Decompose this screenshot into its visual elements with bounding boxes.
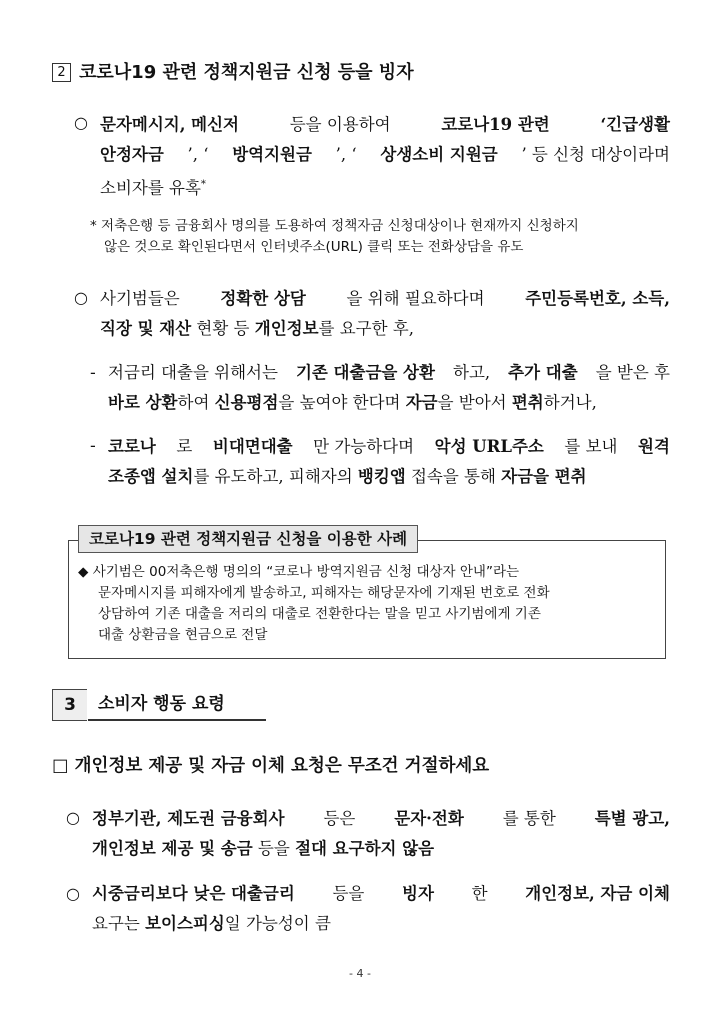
bold-text: 자금을 편취	[501, 467, 587, 486]
paragraph-line	[92, 804, 670, 834]
text: 소비자를 유혹	[100, 178, 201, 198]
bold-text: 상생소비 지원금	[380, 145, 498, 164]
text: 저금리 대출을 위해서는	[108, 363, 278, 382]
text: 를 유도하고, 피해자의	[193, 467, 358, 486]
text: ’, ‘	[187, 145, 209, 164]
paragraph-line	[108, 358, 670, 388]
bold-text: 기존 대출금을 상환	[295, 363, 435, 382]
bold-text: 코로나	[108, 437, 156, 456]
text: 하여	[177, 393, 215, 412]
section-number-box: 2	[52, 63, 71, 82]
text: 개인정보 제공 및 자금 이체 요청은 무조건 거절하세요	[74, 756, 490, 776]
text: 등을 이용하여	[289, 115, 391, 134]
paragraph-line	[100, 314, 670, 344]
bold-text: 절대 요구하지 않음	[295, 839, 435, 858]
bold-text: 문자메시지, 메신저	[100, 115, 240, 134]
text: 않은 것으로 확인된다면서 인터넷주소(URL) 클릭 또는 전화상담을 유도	[104, 239, 524, 255]
paragraph-line	[92, 909, 670, 939]
text: 만 가능하다며	[313, 437, 415, 456]
dash-item-1	[108, 358, 670, 418]
case-body	[78, 562, 658, 646]
bold-text: 빙자	[402, 884, 434, 903]
dash-bullet: -	[90, 363, 96, 382]
paragraph-line	[108, 462, 670, 492]
text: 을 위해 필요하다며	[346, 289, 485, 308]
bold-text: 개인정보 제공 및 송금	[92, 839, 253, 858]
text: 사기범은 00저축은행 명의의 “코로나 방역지원금 신청 대상자 안내”라는	[92, 564, 520, 580]
page-number: - 4 -	[349, 967, 371, 980]
circle-bullet: ○	[66, 808, 80, 827]
bold-text: 개인정보	[254, 319, 319, 338]
case-line: 상담하여 기존 대출을 저리의 대출로 전환한다는 말을 믿고 사기범에게 기존	[98, 606, 541, 622]
bold-text: 시중금리보다 낮은 대출금리	[92, 884, 295, 903]
bold-text: 정부기관, 제도권 금융회사	[92, 809, 285, 828]
section-title: 코로나19 관련 정책지원금 신청 등을 빙자	[79, 62, 414, 83]
footnote-star: *	[90, 218, 97, 234]
paragraph-line	[108, 388, 670, 418]
case-title: 코로나19 관련 정책지원금 신청을 이용한 사례	[78, 525, 418, 553]
footnote	[90, 216, 670, 258]
text: 한	[471, 884, 488, 903]
action-heading	[52, 752, 489, 777]
bold-text: ‘긴급생활	[600, 115, 670, 134]
text: 현황 등	[191, 319, 255, 338]
case-line: 문자메시지를 피해자에게 발송하고, 피해자는 해당문자에 기재된 번호로 전화	[98, 585, 550, 601]
paragraph-4	[92, 879, 670, 939]
bold-text: 개인정보, 자금 이체	[525, 884, 670, 903]
section-title: 소비자 행동 요령	[98, 694, 225, 714]
text: 등은	[323, 809, 356, 828]
paragraph-line	[100, 110, 670, 140]
text: ’ 등 신청 대상이라며	[521, 145, 670, 164]
dash-item-2	[108, 432, 670, 492]
circle-bullet: ○	[66, 884, 80, 903]
case-line	[78, 562, 658, 583]
bold-text: 편취	[511, 393, 544, 412]
text: 을 받아서	[437, 393, 512, 412]
circle-bullet: ○	[74, 113, 88, 132]
text: 를 보내	[564, 437, 618, 456]
text: 등을	[332, 884, 365, 903]
paragraph-1	[100, 110, 670, 204]
bold-text: 방역지원금	[232, 145, 312, 164]
bold-text: 신용평점	[214, 393, 279, 412]
bold-text: 바로 상환	[108, 393, 178, 412]
bold-text: 자금	[405, 393, 438, 412]
text: 하거나,	[543, 393, 597, 412]
paragraph-line	[100, 140, 670, 170]
case-line: 대출 상환금을 현금으로 전달	[98, 627, 268, 643]
bold-text: 안정자금	[100, 145, 164, 164]
paragraph-line	[108, 432, 670, 462]
section-number-box: 3	[52, 689, 87, 721]
text: 접속을 통해	[405, 467, 502, 486]
text: 요구는	[92, 914, 146, 933]
paragraph-line	[100, 170, 670, 204]
text: 저축은행 등 금융회사 명의를 도용하여 정책자금 신청대상이나 현재까지 신청하지	[101, 218, 579, 234]
bold-text: 뱅킹앱	[357, 467, 406, 486]
text: 을 높여야 한다며	[278, 393, 406, 412]
text: 사기범들은	[100, 289, 180, 308]
bold-text: 문자·전화	[394, 809, 464, 828]
footnote-mark: *	[200, 179, 206, 190]
bold-text: 직장 및 재산	[100, 319, 192, 338]
bold-text: 악성 URL주소	[434, 437, 544, 456]
paragraph-line	[92, 879, 670, 909]
text: 하고,	[453, 363, 491, 382]
text: 일 가능성이 큼	[224, 914, 331, 933]
text: 로	[176, 437, 193, 456]
text: 등을	[252, 839, 296, 858]
text: 를 통한	[502, 809, 556, 828]
paragraph-3	[92, 804, 670, 864]
footnote-line	[90, 237, 670, 258]
dash-bullet: -	[90, 436, 96, 455]
footnote-line	[90, 216, 670, 237]
circle-bullet: ○	[74, 288, 88, 307]
bold-text: 특별 광고,	[594, 809, 670, 828]
bold-text: 조종앱 설치	[108, 467, 194, 486]
bold-text: 보이스피싱	[145, 914, 225, 933]
paragraph-line	[92, 834, 670, 864]
diamond-icon: ◆	[78, 564, 89, 580]
underline-divider	[88, 719, 266, 721]
bold-text: 비대면대출	[212, 437, 293, 456]
bold-text: 원격	[638, 437, 670, 456]
paragraph-line	[100, 284, 670, 314]
paragraph-2	[100, 284, 670, 344]
bold-text: 코로나19 관련	[441, 115, 550, 134]
text: ’, ‘	[335, 145, 357, 164]
text: 를 요구한 후,	[318, 319, 414, 338]
text: 을 받은 후	[595, 363, 670, 382]
checkbox-square-icon: □	[52, 756, 69, 776]
bold-text: 주민등록번호, 소득,	[525, 289, 670, 308]
section-2-heading	[52, 58, 414, 84]
bold-text: 정확한 상담	[220, 289, 306, 308]
bold-text: 추가 대출	[508, 363, 578, 382]
